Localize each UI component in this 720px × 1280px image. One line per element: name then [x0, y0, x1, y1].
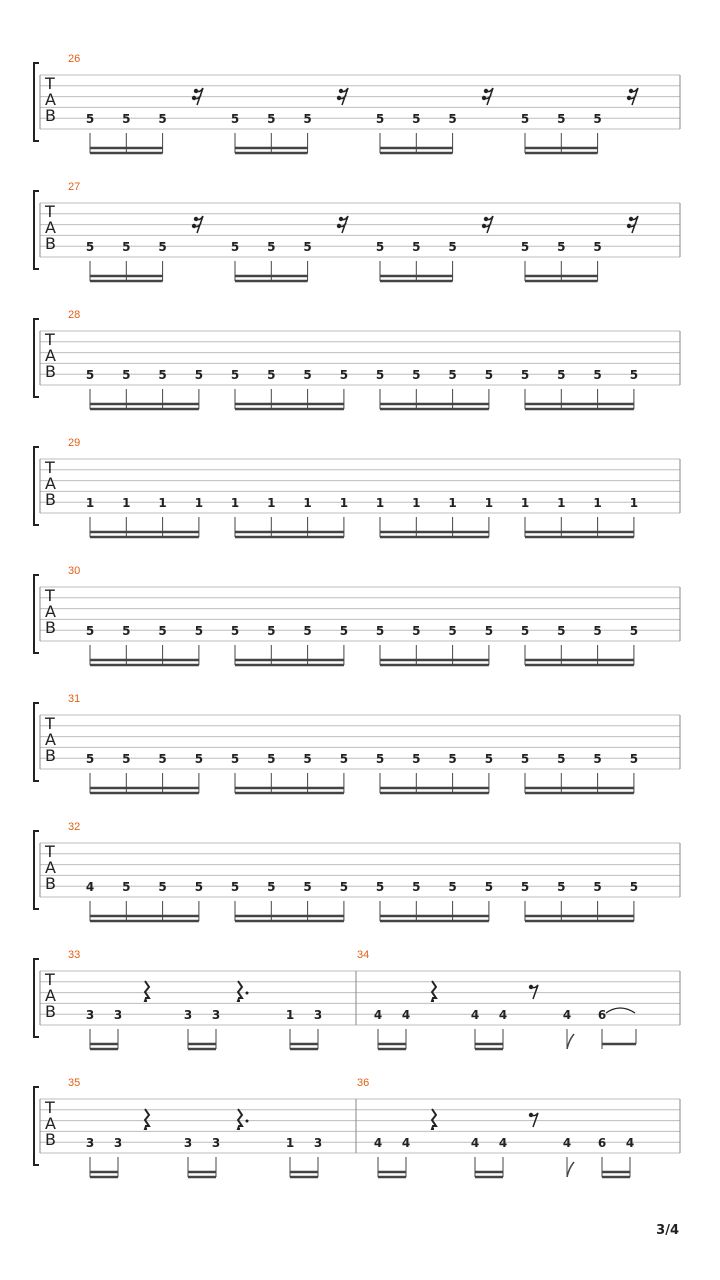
tab-clef-letter: A	[45, 474, 56, 493]
fret-number: 5	[557, 752, 566, 766]
tab-clef-letter: T	[45, 714, 55, 733]
measure-number: 35	[68, 1077, 81, 1089]
fret-number: 1	[448, 496, 457, 510]
fret-number: 1	[484, 496, 494, 510]
system-bracket	[34, 575, 39, 653]
fret-number: 5	[448, 368, 457, 382]
fret-number: 5	[303, 880, 312, 894]
measure-number: 33	[68, 949, 81, 961]
fret-number: 1	[122, 496, 131, 510]
fret-number: 5	[230, 240, 240, 254]
fret-number: 5	[593, 752, 602, 766]
fret-number: 5	[593, 880, 602, 894]
fret-number: 5	[593, 368, 602, 382]
fret-number: 5	[629, 752, 639, 766]
measure-number: 36	[357, 1077, 370, 1089]
fret-number: 5	[303, 752, 312, 766]
fret-number: 5	[520, 624, 530, 638]
fret-number: 1	[158, 496, 167, 510]
fret-number: 5	[122, 752, 131, 766]
tab-clef-letter: A	[45, 1114, 56, 1133]
fret-number: 5	[194, 624, 204, 638]
fret-number: 5	[230, 752, 240, 766]
fret-number: 1	[339, 496, 349, 510]
tab-clef-letter: B	[45, 618, 56, 637]
fret-number: 5	[122, 368, 131, 382]
fret-number: 5	[230, 112, 240, 126]
fret-number: 5	[230, 624, 240, 638]
tab-clef-letter: T	[45, 586, 55, 605]
fret-number: 1	[267, 496, 276, 510]
rest-glyph	[531, 1113, 538, 1127]
measure-number: 30	[68, 565, 81, 577]
fret-number: 5	[122, 112, 131, 126]
tab-system	[34, 309, 680, 409]
fret-number: 5	[593, 112, 602, 126]
fret-number: 5	[267, 368, 276, 382]
fret-number: 1	[85, 496, 95, 510]
fret-number: 5	[520, 752, 530, 766]
tab-clef-letter: B	[45, 490, 56, 509]
fret-number: 5	[303, 624, 312, 638]
fret-number: 5	[375, 240, 385, 254]
rest-dot	[246, 992, 249, 995]
fret-number: 5	[339, 624, 349, 638]
tab-clef-letter: B	[45, 362, 56, 381]
fret-number: 5	[85, 752, 95, 766]
fret-number: 5	[448, 240, 457, 254]
tab-system	[34, 949, 680, 1049]
system-bracket	[34, 703, 39, 781]
fret-number: 5	[375, 368, 385, 382]
fret-number: 5	[520, 880, 530, 894]
fret-number: 1	[285, 1136, 295, 1150]
system-bracket	[34, 1087, 39, 1165]
fret-number: 5	[412, 752, 421, 766]
quarter-rest	[145, 981, 149, 1001]
note-flag	[567, 1034, 574, 1049]
dotted-quarter-rest	[238, 981, 249, 1001]
fret-number: 5	[267, 624, 276, 638]
fret-number: 3	[113, 1008, 123, 1022]
system-bracket	[34, 831, 39, 909]
fret-number: 5	[484, 880, 494, 894]
system-bracket	[34, 63, 39, 141]
fret-number: 3	[183, 1008, 193, 1022]
fret-number: 5	[557, 880, 566, 894]
fret-number: 5	[158, 752, 167, 766]
fret-number: 5	[484, 624, 494, 638]
measure-number: 31	[68, 693, 81, 705]
fret-number: 5	[448, 880, 457, 894]
fret-number: 5	[267, 112, 276, 126]
tab-clef-letter: T	[45, 330, 55, 349]
fret-number: 5	[194, 880, 204, 894]
fret-number: 5	[412, 624, 421, 638]
tab-system	[34, 437, 680, 537]
fret-number: 3	[183, 1136, 193, 1150]
tab-clef-letter: T	[45, 458, 55, 477]
fret-number: 5	[629, 880, 639, 894]
fret-number: 5	[158, 368, 167, 382]
fret-number: 1	[629, 496, 639, 510]
fret-number: 4	[625, 1136, 635, 1150]
measure-number: 26	[68, 53, 81, 65]
tab-system	[34, 181, 680, 281]
measure	[68, 1077, 322, 1177]
fret-number: 3	[211, 1008, 221, 1022]
tab-system	[34, 821, 680, 921]
fret-number: 5	[85, 624, 95, 638]
fret-number: 4	[498, 1008, 508, 1022]
fret-number: 5	[267, 752, 276, 766]
measure-number: 29	[68, 437, 81, 449]
system-bracket	[34, 191, 39, 269]
tab-clef-letter: A	[45, 602, 56, 621]
measure	[68, 565, 638, 665]
fret-number: 5	[339, 880, 349, 894]
fret-number: 5	[339, 752, 349, 766]
fret-number: 5	[230, 880, 240, 894]
fret-number: 3	[85, 1136, 95, 1150]
fret-number: 4	[470, 1136, 480, 1150]
fret-number: 5	[85, 240, 95, 254]
fret-number: 5	[158, 112, 167, 126]
rest-dot	[246, 1120, 249, 1123]
fret-number: 4	[85, 880, 95, 894]
measure-number: 32	[68, 821, 81, 833]
fret-number: 5	[520, 112, 530, 126]
dotted-quarter-rest	[238, 1109, 249, 1129]
fret-number: 5	[448, 624, 457, 638]
rest-glyph	[238, 1109, 242, 1129]
fret-number: 5	[375, 624, 385, 638]
fret-number: 1	[375, 496, 385, 510]
fret-number: 5	[122, 240, 131, 254]
tab-clef-letter: A	[45, 90, 56, 109]
fret-number: 3	[211, 1136, 221, 1150]
fret-number: 5	[267, 880, 276, 894]
tab-clef-letter: A	[45, 218, 56, 237]
rest-glyph	[531, 985, 538, 999]
rest-glyph	[432, 1109, 436, 1129]
tab-clef-letter: B	[45, 234, 56, 253]
tab-clef-letter: A	[45, 730, 56, 749]
measure	[68, 53, 638, 153]
fret-number: 4	[373, 1136, 383, 1150]
fret-number: 4	[498, 1136, 508, 1150]
fret-number: 4	[470, 1008, 480, 1022]
tab-clef-letter: T	[45, 74, 55, 93]
fret-number: 5	[412, 240, 421, 254]
measure	[68, 437, 638, 537]
tab-clef-letter: A	[45, 858, 56, 877]
fret-number: 3	[313, 1008, 323, 1022]
fret-number: 5	[85, 368, 95, 382]
fret-number: 1	[194, 496, 204, 510]
measure	[357, 949, 636, 1049]
tab-clef-letter: T	[45, 970, 55, 989]
fret-number: 5	[303, 368, 312, 382]
measure	[357, 1077, 634, 1177]
fret-number: 4	[562, 1008, 572, 1022]
fret-number: 6	[597, 1008, 607, 1022]
fret-number: 5	[629, 624, 639, 638]
measure-number: 28	[68, 309, 81, 321]
fret-number: 4	[373, 1008, 383, 1022]
fret-number: 1	[412, 496, 421, 510]
tab-clef-letter: B	[45, 106, 56, 125]
measure	[68, 949, 322, 1049]
fret-number: 5	[593, 240, 602, 254]
tab-system	[34, 1077, 680, 1177]
fret-number: 5	[375, 880, 385, 894]
fret-number: 5	[520, 368, 530, 382]
fret-number: 1	[520, 496, 530, 510]
fret-number: 5	[520, 240, 530, 254]
tab-system	[34, 565, 680, 665]
fret-number: 5	[158, 880, 167, 894]
fret-number: 5	[303, 112, 312, 126]
measure	[68, 821, 638, 921]
fret-number: 5	[375, 112, 385, 126]
rest-glyph	[432, 981, 436, 1001]
quarter-rest	[432, 1109, 436, 1129]
fret-number: 5	[412, 880, 421, 894]
measure	[68, 181, 638, 281]
fret-number: 1	[230, 496, 240, 510]
fret-number: 5	[412, 112, 421, 126]
eighth-rest	[529, 1113, 538, 1127]
fret-number: 6	[597, 1136, 607, 1150]
fret-number: 4	[401, 1136, 411, 1150]
tie-arc	[606, 1008, 635, 1013]
fret-number: 5	[303, 240, 312, 254]
fret-number: 5	[194, 368, 204, 382]
fret-number: 5	[339, 368, 349, 382]
measure-number: 27	[68, 181, 81, 193]
tab-clef-letter: A	[45, 346, 56, 365]
fret-number: 5	[267, 240, 276, 254]
tab-clef-letter: T	[45, 1098, 55, 1117]
system-bracket	[34, 447, 39, 525]
fret-number: 5	[557, 624, 566, 638]
tab-clef-letter: A	[45, 986, 56, 1005]
fret-number: 5	[557, 112, 566, 126]
fret-number: 5	[85, 112, 95, 126]
tab-clef-letter: B	[45, 1130, 56, 1149]
fret-number: 3	[113, 1136, 123, 1150]
fret-number: 5	[158, 240, 167, 254]
fret-number: 4	[562, 1136, 572, 1150]
fret-number: 5	[412, 368, 421, 382]
fret-number: 5	[448, 112, 457, 126]
fret-number: 1	[285, 1008, 295, 1022]
fret-number: 5	[230, 368, 240, 382]
fret-number: 5	[557, 240, 566, 254]
measure	[68, 693, 638, 793]
measure	[68, 309, 638, 409]
fret-number: 1	[303, 496, 312, 510]
fret-number: 5	[122, 624, 131, 638]
fret-number: 1	[557, 496, 566, 510]
tab-clef-letter: B	[45, 874, 56, 893]
page-number: 3/4	[656, 1223, 679, 1238]
tab-clef-letter: B	[45, 1002, 56, 1021]
fret-number: 5	[194, 752, 204, 766]
fret-number: 5	[629, 368, 639, 382]
tab-system	[34, 53, 680, 153]
fret-number: 5	[158, 624, 167, 638]
fret-number: 3	[85, 1008, 95, 1022]
fret-number: 4	[401, 1008, 411, 1022]
tab-system	[34, 693, 680, 793]
fret-number: 5	[557, 368, 566, 382]
eighth-rest	[529, 985, 538, 999]
fret-number: 5	[375, 752, 385, 766]
fret-number: 5	[484, 368, 494, 382]
rest-glyph	[145, 1109, 149, 1129]
rest-glyph	[145, 981, 149, 1001]
measure-number: 34	[357, 949, 370, 961]
fret-number: 5	[593, 624, 602, 638]
rest-glyph	[238, 981, 242, 1001]
note-flag	[567, 1162, 574, 1177]
tab-clef-letter: T	[45, 842, 55, 861]
fret-number: 5	[484, 752, 494, 766]
system-bracket	[34, 319, 39, 397]
fret-number: 5	[122, 880, 131, 894]
fret-number: 5	[448, 752, 457, 766]
tab-clef-letter: T	[45, 202, 55, 221]
quarter-rest	[432, 981, 436, 1001]
fret-number: 3	[313, 1136, 323, 1150]
quarter-rest	[145, 1109, 149, 1129]
system-bracket	[34, 959, 39, 1037]
fret-number: 1	[593, 496, 602, 510]
tab-clef-letter: B	[45, 746, 56, 765]
